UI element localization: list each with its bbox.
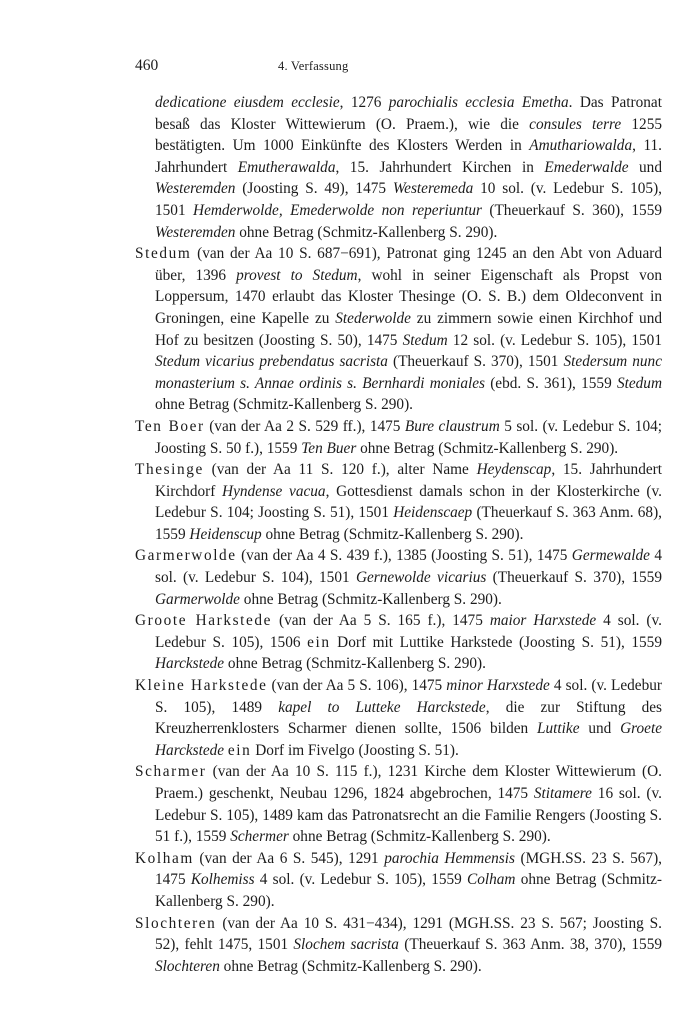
text-run: . Das Patronat besaß das Kloster Wittewierum (O. Praem.), wie die [155,94,662,133]
text-run: Dorf mit Luttike Harkstede (Joosting S. 51), 1559 [330,633,662,651]
italic-term: Stitamere [533,785,592,802]
text-run: , 11. Jahrhundert [155,137,663,176]
parish-name: Groote Harkstede [135,612,273,630]
parish-entry [135,675,662,761]
text-run: ohne Betrag (Schmitz-Kallenberg S. 290). [155,871,662,910]
text-run: (Theuerkauf S. 363 Anm. 38, 370), 1559 [398,936,662,954]
italic-term: maior Harxstede [489,612,597,630]
text-run: 1255 bestätigten. Um 1000 Einkünfte des Klosters Werden in [155,115,663,155]
text-run: (ebd. S. 361), 1559 [484,374,617,392]
parish-entry [135,761,662,847]
italic-term: Slochteren [155,957,220,975]
parish-entry-list [135,243,662,977]
italic-term: minor Harxstede [446,677,550,695]
text-run: 5 sol. (v. Ledebur S. 104; Joosting S. 50 f.), 1559 [155,417,662,457]
text-run: (van der Aa 5 S. 106), 1475 [267,677,447,695]
text-run: ohne Betrag (Schmitz-Kallenberg S. 290). [224,655,486,673]
text-run: und [579,720,621,738]
parish-entry [135,848,662,913]
italic-term: Stedersum nunc monasterium s. Annae ordinis s. Bernhardi moniales [155,353,662,392]
italic-term: Heidenscup [189,525,262,543]
text-run: 4 sol. (v. Ledebur S. 104), 1501 [155,547,662,587]
parish-entry [135,913,662,978]
text-run: (van der Aa 2 S. 529 ff.), 1475 [204,417,405,435]
italic-term: Emederwalde [544,158,629,176]
text-run: (Theuerkauf S. 370), 1501 [387,353,564,371]
italic-term: consules terre [529,115,622,133]
italic-term: Heidenscaep [393,504,473,522]
italic-term: Gernewolde vicarius [355,569,487,587]
italic-term: Westeremden [155,180,236,198]
continuation-paragraph [135,92,662,243]
text-run: (van der Aa 10 S. 687−691), Patronat ging 1245 an den Abt von Aduard über, 1396 [155,245,662,284]
text-run: , 15. Jahrhundert Kirchdorf [155,461,662,500]
text-run: ohne Betrag (Schmitz-Kallenberg S. 290). [261,525,524,543]
italic-term: Germewalde [571,547,650,565]
parish-entry [135,416,662,459]
parish-name: Scharmer [135,763,207,781]
text-run: und [628,158,662,176]
parish-entry [135,243,662,416]
italic-term: Ten Buer [301,439,357,457]
italic-term: parochia Hemmensis [384,849,515,867]
spaced-emphasis: ein [307,633,331,651]
italic-term: Schermer [230,828,289,846]
italic-term: Luttike [537,720,580,738]
parish-name: Slochteren [135,914,217,932]
text-run: ohne Betrag (Schmitz-Kallenberg S. 290). [288,828,551,846]
body-text [135,92,662,977]
page-number: 460 [135,57,159,74]
italic-term: Emutherawalda [237,158,336,176]
parish-entry [135,610,662,675]
italic-term: Groete Harckstede [155,720,662,759]
italic-term: Stedum vicarius prebendatus sacrista [155,353,388,371]
text-run: zu zimmern sowie einen Kirchhof und Hof zu besitzen (Joosting S. 50), 1475 [155,309,663,349]
text-run: (Theuerkauf S. 370), 1559 [486,569,662,587]
text-run: (van der Aa 10 S. 115 f.), 1231 Kirche dem Kloster Wittewierum (O. Praem.) geschenkt, Neubau 1296, 1824 abgebrochen, 1475 [155,763,662,802]
text-run: 4 sol. (v. Ledebur S. 105), 1559 [254,871,468,889]
parish-name: Kolham [135,849,194,867]
running-head: 4. Verfassung [278,59,349,73]
text-run: ohne Betrag (Schmitz-Kallenberg S. 290). [239,590,502,608]
text-run: (van der Aa 4 S. 439 f.), 1385 (Joosting S. 51), 1475 [236,547,572,565]
text-run: ohne Betrag (Schmitz-Kallenberg S. 290). [235,223,498,241]
text-run: (Joosting S. 49), 1475 [235,180,393,198]
text-run: (Theuerkauf S. 360), 1559 [481,201,662,219]
text-run: ohne Betrag (Schmitz-Kallenberg S. 290). [356,439,619,457]
parish-name: Kleine Harkstede [135,677,268,695]
text-run: (Theuerkauf S. 363 Anm. 68), 1559 [155,504,662,543]
text-run: ohne Betrag (Schmitz-Kallenberg S. 290). [219,957,482,975]
text-run: (van der Aa 5 S. 165 f.), 1475 [272,612,490,630]
text-run: 12 sol. (v. Ledebur S. 105), 1501 [447,331,662,349]
italic-term: Amuthariowalda [529,137,633,155]
text-run: (MGH.SS. 23 S. 567), 1475 [155,849,662,889]
text-run: , die zur Stiftung des Kreuzherrenklosters Scharmer dienen sollte, 1506 bilden [155,698,662,738]
italic-term: provest to Stedum [236,266,358,284]
italic-term: Kolhemiss [190,871,255,889]
italic-term: Stederwolde [335,309,411,327]
italic-term: parochialis ecclesia Emetha [388,94,569,111]
parish-entry [135,545,662,610]
text-run: Dorf im Fivelgo (Joosting S. 51). [251,741,459,759]
spaced-emphasis: ein [227,741,252,759]
parish-name: Garmerwolde [135,547,237,565]
italic-term: dedicatione eiusdem ecclesie [155,94,340,111]
text-run: 4 sol. (v. Ledebur S. 105), 1489 [155,677,662,716]
text-run: 10 sol. (v. Ledebur S. 105), 1501 [155,180,662,219]
italic-term: kapel to Lutteke Harckstede [278,698,486,716]
text-run: 4 sol. (v. Ledebur S. 105), 1506 [155,612,662,651]
text-run: (van der Aa 6 S. 545), 1291 [193,849,385,867]
italic-term: Bure claustrum [404,417,500,435]
italic-term: Heydenscap [476,461,552,479]
italic-term: Colham [467,871,516,889]
parish-name: Thesinge [135,461,204,479]
text-run: , Gottesdienst damals schon in der Klosterkirche (v. Ledebur S. 104; Joosting S. 51), 1501 [155,482,663,522]
italic-term: Stedum [402,331,448,349]
text-run: , wohl in seiner Eigenschaft als Propst von Loppersum, 1470 erlaubt das Kloster Thesinge (O. S. B.) dem Oldeconvent in Groningen, eine Kapelle zu [155,266,663,327]
italic-term: Slochem sacrista [293,936,399,954]
text-run: , 15. Jahrhundert Kirchen in [335,158,545,176]
text-run: , 1276 [339,94,389,111]
italic-term: Stedum [616,374,662,392]
italic-term: Garmerwolde [155,590,240,608]
italic-term: Hemderwolde, Emederwolde non reperiuntur [193,201,482,219]
parish-entry [135,459,662,545]
italic-term: Harckstede [155,655,225,673]
italic-term: Hyndense vacua [222,482,326,500]
text-run: ohne Betrag (Schmitz-Kallenberg S. 290). [155,396,414,414]
italic-term: Westeremden [155,223,236,241]
text-run: (van der Aa 10 S. 431−434), 1291 (MGH.SS. 23 S. 567; Joosting S. 52), fehlt 1475, 1501 [155,914,662,954]
parish-name: Ten Boer [135,417,205,435]
italic-term: Westeremeda [392,180,474,198]
text-run: (van der Aa 11 S. 120 f.), alter Name [203,461,477,479]
text-run: 16 sol. (v. Ledebur S. 105), 1489 kam das Patronatsrecht an die Familie Rengers (Joosting S. 51 f.), 1559 [155,785,662,846]
parish-name: Stedum [135,245,192,263]
